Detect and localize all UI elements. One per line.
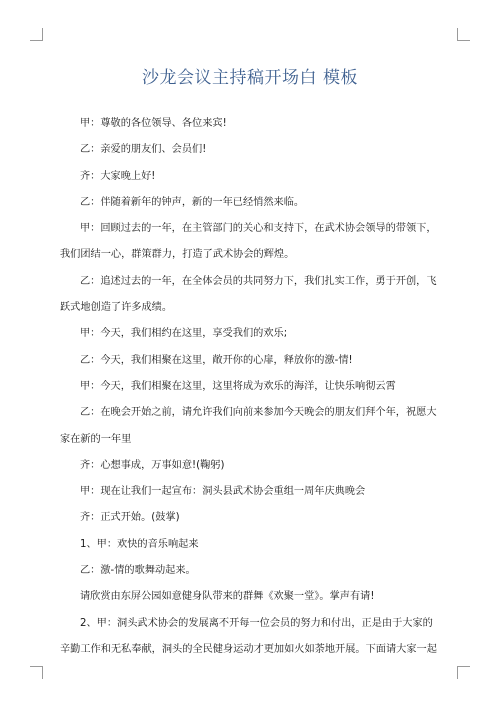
paragraph: 请欣赏由东屏公园如意健身队带来的群舞《欢聚一堂》。掌声有请! [80, 591, 375, 603]
paragraph: 乙：伴随着新年的钟声，新的一年已经悄然来临。 [80, 196, 305, 208]
corner-mark-bottom-left [30, 666, 43, 679]
paragraph: 1、甲：欢快的音乐响起来 [80, 538, 199, 550]
corner-mark-top-left [30, 28, 43, 41]
paragraph: 甲：回顾过去的一年，在主管部门的关心和支持下，在武术协会领导的带领下，我们团结一心，群策群力，打造了武术协会的辉煌。 [60, 223, 437, 261]
document-title: 沙龙会议主持稿开场白 模板 [142, 68, 358, 88]
corner-mark-top-right [457, 28, 470, 41]
paragraph: 乙：在晚会开始之前，请允许我们向前来参加今天晚会的朋友们拜个年，祝愿大家在新的一年里 [60, 407, 437, 445]
paragraph: 齐：心想事成，万事如意!(鞠躬) [80, 459, 225, 471]
paragraph: 乙：激-情的歌舞动起来。 [80, 565, 196, 577]
document-body [60, 111, 442, 663]
paragraph: 乙：亲爱的朋友们、会员们! [80, 144, 207, 156]
paragraph: 齐：大家晚上好! [80, 170, 156, 182]
corner-mark-bottom-right [457, 666, 470, 679]
paragraph: 甲：今天，我们相聚在这里，这里将成为欢乐的海洋，让快乐响彻云霄 [80, 380, 396, 392]
paragraph: 乙：追述过去的一年，在全体会员的共同努力下，我们扎实工作，勇于开创，飞跃式地创造了许多成绩。 [60, 275, 437, 314]
paragraph: 甲：今天，我们相约在这里，享受我们的欢乐; [80, 328, 288, 340]
paragraph: 2、甲：洞头武术协会的发展离不开每一位会员的努力和付出，正是由于大家的辛勤工作和无私奉献，洞头的全民健身运动才更加如火如荼地开展。下面请大家一起 [60, 617, 437, 655]
paragraph: 甲：尊敬的各位领导、各位来宾! [80, 118, 227, 129]
paragraph: 甲：现在让我们一起宣布：洞头县武术协会重组一周年庆典晚会 [80, 486, 366, 498]
paragraph: 齐：正式开始。(鼓掌) [80, 512, 180, 524]
paragraph: 乙：今天，我们相聚在这里，敞开你的心扉，释放你的激-情! [80, 354, 353, 366]
